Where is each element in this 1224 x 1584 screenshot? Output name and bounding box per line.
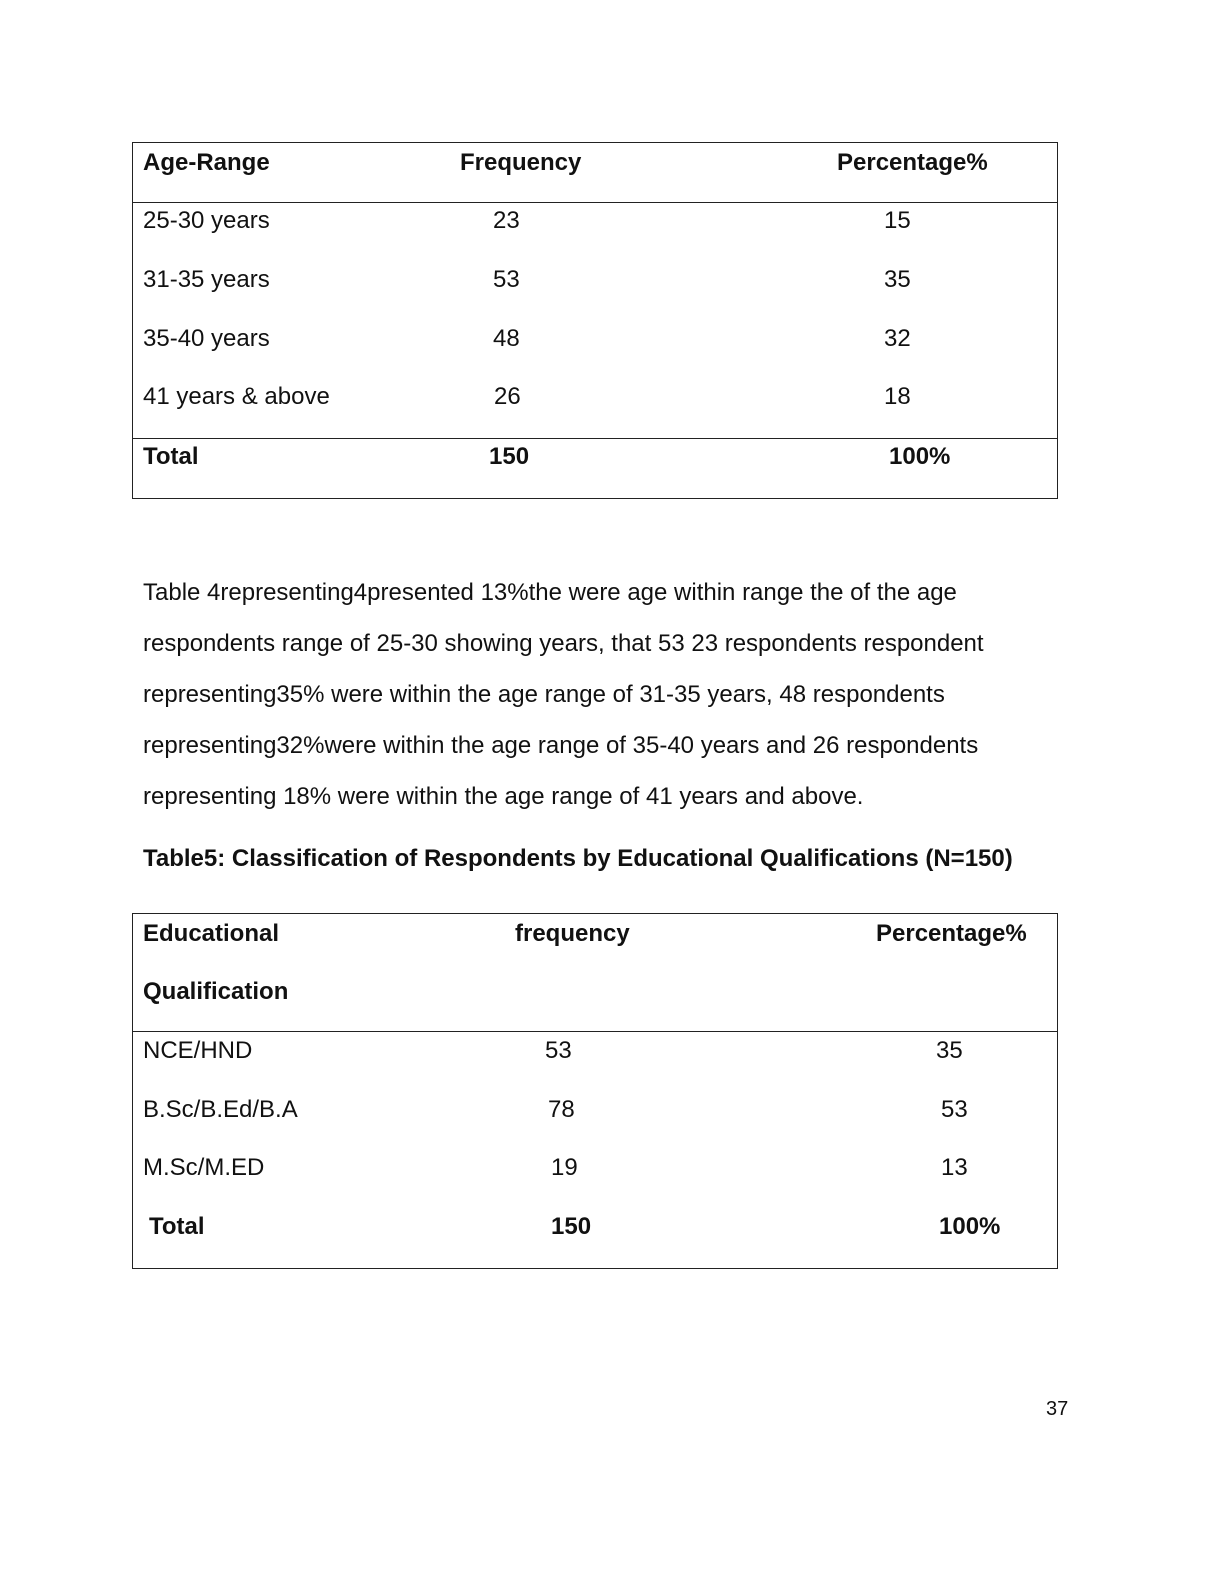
row-4-age: 41 years & above bbox=[143, 383, 330, 410]
total-label: Total bbox=[143, 443, 199, 470]
table-5-caption: Table5: Classification of Respondents by Educational Qualifications (N=150) bbox=[143, 845, 1013, 872]
row-1-percentage: 15 bbox=[884, 207, 911, 234]
summary-paragraph bbox=[143, 567, 1063, 822]
row-3-frequency: 48 bbox=[493, 325, 520, 352]
total-percentage: 100% bbox=[939, 1213, 1001, 1240]
paragraph-line: representing32%were within the age range of 35-40 years and 26 respondents bbox=[143, 732, 979, 759]
header-divider bbox=[133, 1031, 1057, 1032]
row-2-percentage: 35 bbox=[884, 266, 911, 293]
age-range-table bbox=[132, 142, 1058, 499]
row-2-frequency: 78 bbox=[548, 1096, 575, 1123]
header-percentage: Percentage% bbox=[876, 920, 1027, 947]
paragraph-line: representing35% were within the age range of 31-35 years, 48 respondents bbox=[143, 681, 945, 708]
total-label: Total bbox=[149, 1213, 205, 1240]
row-1-age: 25-30 years bbox=[143, 207, 270, 234]
row-3-percentage: 32 bbox=[884, 325, 911, 352]
education-table bbox=[132, 913, 1058, 1269]
paragraph-line: representing 18% were within the age range of 41 years and above. bbox=[143, 783, 864, 810]
total-frequency: 150 bbox=[551, 1213, 592, 1240]
row-3-age: 35-40 years bbox=[143, 325, 270, 352]
row-4-frequency: 26 bbox=[494, 383, 521, 410]
row-2-qualification: B.Sc/B.Ed/B.A bbox=[143, 1096, 298, 1123]
paragraph-line: Table 4representing4presented 13%the were age within range the of the age bbox=[143, 579, 957, 606]
row-2-frequency: 53 bbox=[493, 266, 520, 293]
total-percentage: 100% bbox=[889, 443, 951, 470]
row-2-percentage: 53 bbox=[941, 1096, 968, 1123]
row-3-frequency: 19 bbox=[551, 1154, 578, 1181]
total-divider bbox=[133, 438, 1057, 439]
header-divider bbox=[133, 202, 1057, 203]
row-3-qualification: M.Sc/M.ED bbox=[143, 1154, 265, 1181]
header-frequency: Frequency bbox=[460, 149, 582, 176]
row-1-frequency: 53 bbox=[545, 1037, 572, 1064]
row-3-percentage: 13 bbox=[941, 1154, 968, 1181]
header-percentage: Percentage% bbox=[837, 149, 988, 176]
header-frequency: frequency bbox=[515, 920, 630, 947]
row-1-percentage: 35 bbox=[936, 1037, 963, 1064]
row-4-percentage: 18 bbox=[884, 383, 911, 410]
row-1-frequency: 23 bbox=[493, 207, 520, 234]
paragraph-line: respondents range of 25-30 showing years, that 53 23 respondents respondent bbox=[143, 630, 984, 657]
row-1-qualification: NCE/HND bbox=[143, 1037, 253, 1064]
header-educational: Educational bbox=[143, 920, 280, 947]
header-age-range: Age-Range bbox=[143, 149, 270, 176]
total-frequency: 150 bbox=[489, 443, 530, 470]
header-qualification: Qualification bbox=[143, 978, 289, 1005]
page-number: 37 bbox=[1046, 1398, 1069, 1420]
row-2-age: 31-35 years bbox=[143, 266, 270, 293]
